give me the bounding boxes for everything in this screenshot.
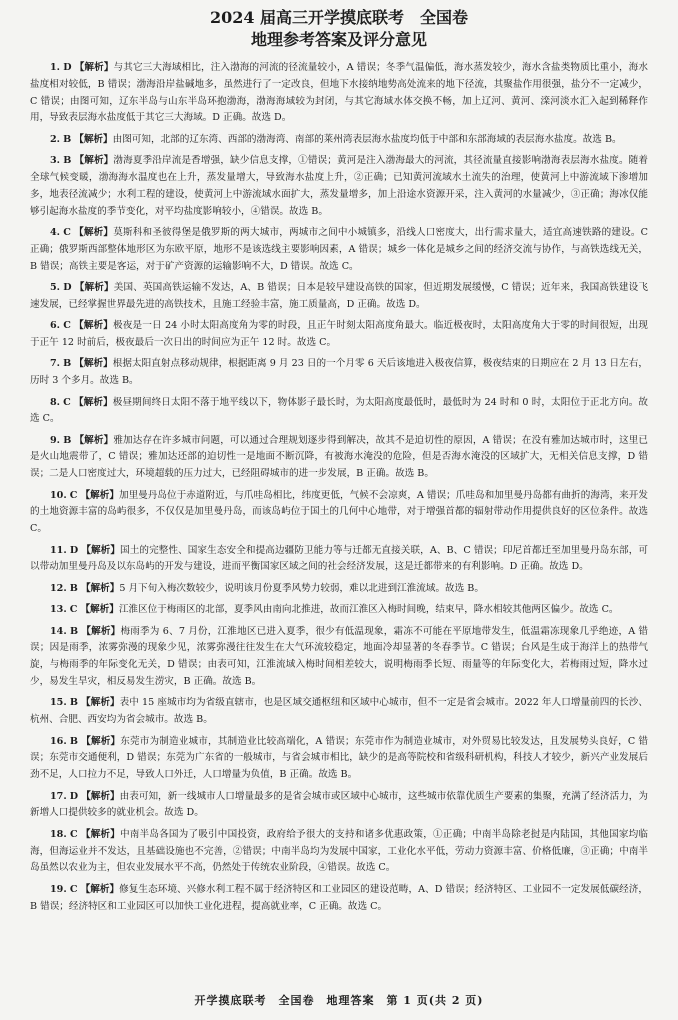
analysis-text: 国土的完整性、国家生态安全和提高边疆防卫能力等与迁都无直接关联，A、B、C 错误；印尼首都迁至加里曼丹岛东部，可以带动加里曼丹岛及以东岛屿的开发与建设，进而平衡国家区域之间的社会经济发展，这是迁都带来的有利影响。D 正确。故选 D。 <box>30 544 648 573</box>
analysis-text: 莫斯科和圣彼得堡是俄罗斯的两大城市，两城市之间中小城镇多，沿线人口密度大，出行需求量大，适宜高速铁路的建设。C 正确；俄罗斯西部整体地形区为东欧平原，地形不是该选线主要影响因素，A 错误；城乡一体化是城乡之间的经济交流与协作，与高铁选线无关，B 错误；高铁主要是客运，对于矿产资源的运输影响不大，D 错误。故选 C。 <box>30 226 648 272</box>
analysis-text: 由图可知，北部的辽东湾、西部的渤海湾、南部的莱州湾表层海水盐度均低于中部和东部海域的表层海水盐度。故选 B。 <box>112 133 622 145</box>
answer-item <box>30 827 648 877</box>
answer-letter: B <box>69 697 78 709</box>
analysis-text: 极昼期间终日太阳不落于地平线以下，物体影子最长时，为太阳高度最低时，最低时为 24 时和 0 时，太阳位于正北方向。故选 C。 <box>30 396 648 425</box>
answer-item <box>30 488 648 538</box>
answer-letter: D <box>69 544 79 556</box>
question-number: 5. <box>50 281 61 293</box>
question-number: 7. <box>50 358 61 370</box>
analysis-text: 与其它三大海域相比，注入渤海的河流的径流量较小，A 错误；冬季气温偏低，海水蒸发较少，海水含盐类物质比重小，海水盐度相对较低，B 错误；渤海沿岸盐碱地多，虽然进行了一定改良，但地下水接纳地势高处流来的地下径流，其聚盐作用很强，盐分不一定减少，C 错误；由图可知，辽东半岛与山东半岛环抱渤海，渤海海域较为封闭，与其它海域水体交换不畅，加上辽河、黄河、滦河淡水汇入起到稀释作用，导致表层海水盐度低于其它三大海域。D 正确。故选 D。 <box>30 62 648 124</box>
analysis-tag: 【解析】 <box>73 396 113 408</box>
answer-item <box>30 318 648 352</box>
question-number: 2. <box>50 133 61 145</box>
answer-letter: B <box>69 625 79 637</box>
answer-item <box>30 602 648 619</box>
analysis-tag: 【解析】 <box>80 582 120 594</box>
answer-item <box>30 695 648 729</box>
analysis-text: 江淮区位于梅雨区的北部，夏季风由南向北推进，故而江淮区入梅时间晚，结束早，降水相较其他两区偏少。故选 C。 <box>118 604 619 616</box>
question-number: 13. <box>50 604 67 616</box>
analysis-text: 修复生态环境、兴修水利工程不属于经济特区和工业园区的建设范畴，A、D 错误；经济特区、工业园不一定发展低碳经济，B 错误；经济特区和工业园区可以加快工业化进程，提高就业率，C 正确。故选 C。 <box>30 883 648 912</box>
analysis-text: 东莞市为制造业城市，其制造业比较高端化，A 错误；东莞市作为制造业城市，对外贸易比较发达，且发展势头良好，C 错误；东莞市交通便利，D 错误；东莞为广东省的一般城市，与省会城市相比，缺少的是高等院校和省级科研机构，科技人才较少，新兴产业发展后劲不足，人口拉力不足，导致人口外迁，人口增量为负值，B 正确。故选 B。 <box>30 735 648 781</box>
answer-item <box>30 132 648 149</box>
answer-item <box>30 433 648 483</box>
analysis-text: 渤海夏季沿岸流是香增强，缺少信息支撑，①错误；黄河是注入渤海最大的河流，其径流量直接影响渤海表层海水盐度。随着全球气候变暖，渤海海水温度也在上升，蒸发量增大，导致海水盐度上升，②正确；已知黄河流域水土流失的治理，使黄河上中游流域下渗增加多，地表径流减少；水利工程的建设，使黄河上中游流域水面扩大，蒸发量增多，加上沿途水资源开采，注入黄河的水量减少，③正确；海冰仅能够引起海水盐度的季节变化，对平均盐度影响较小，④错误。故选 B。 <box>30 155 648 217</box>
analysis-tag: 【解析】 <box>80 489 119 501</box>
answer-letter: B <box>63 133 72 145</box>
question-number: 19. <box>50 883 67 895</box>
answer-item <box>30 789 648 823</box>
answer-item <box>30 280 648 314</box>
analysis-text: 表中 15 座城市均为省级直辖市，也是区域交通枢纽和区域中心城市，但不一定是省会城市。2022 年人口增量前四的长沙、杭州、合肥、西安均为省会城市。故选 B。 <box>30 697 648 726</box>
answer-letter: B <box>63 358 72 370</box>
answer-letter: B <box>63 155 72 167</box>
analysis-tag: 【解析】 <box>80 883 120 895</box>
answer-item <box>30 225 648 275</box>
analysis-text: 美国、英国高铁运输不发达，A、B 错误；日本是较早建设高铁的国家，但近期发展缓慢，C 错误；近年来，我国高铁建设飞速发展，已经掌握世界最先进的高铁技术，且施工经验丰富，施工质量高，D 正确。故选 D。 <box>30 281 648 310</box>
analysis-text: 加里曼丹岛位于赤道附近，与爪哇岛相比，纬度更低，气候不会凉爽，A 错误；爪哇岛和加里曼丹岛都有曲折的海湾，来开发的土地资源丰富的岛屿很多，不仅仅是加里曼丹岛，而该岛屿位于国土的几何中心地带，对于增强首都的辐射带动作用提供良好的区位条件。故选 C。 <box>30 489 648 535</box>
analysis-text: 由表可知，新一线城市人口增量最多的是省会城市或区域中心城市，这些城市依靠优质生产要素的集聚，充满了经济活力，为新增人口提供较多的就业机会。故选 D。 <box>30 790 649 819</box>
answer-item <box>30 543 648 577</box>
answer-item <box>30 734 648 784</box>
question-number: 9. <box>50 434 61 446</box>
analysis-tag: 【解析】 <box>80 828 120 840</box>
answer-letter: C <box>69 828 78 840</box>
question-number: 15. <box>50 697 67 709</box>
document-subtitle: 地理参考答案及评分意见 <box>250 30 427 49</box>
answer-list <box>30 60 648 915</box>
answer-item <box>30 395 648 429</box>
analysis-tag: 【解析】 <box>74 281 114 293</box>
analysis-tag: 【解析】 <box>81 790 120 802</box>
analysis-tag: 【解析】 <box>74 155 114 167</box>
page-footer: 开学摸底联考 全国卷 地理答案 第 1 页(共 2 页) <box>194 994 484 1007</box>
answer-letter: B <box>69 735 79 747</box>
answer-letter: D <box>63 62 72 73</box>
question-number: 10. <box>50 489 67 501</box>
answer-letter: B <box>63 434 72 446</box>
analysis-tag: 【解析】 <box>74 226 114 238</box>
question-number: 14. <box>50 625 67 637</box>
analysis-tag: 【解析】 <box>74 434 114 446</box>
question-number: 12. <box>50 582 67 594</box>
analysis-tag: 【解析】 <box>81 625 121 637</box>
analysis-text: 雅加达存在许多城市问题，可以通过合理规划逐步得到解决，故其不是迫切性的原因，A 错误；在没有雅加达城市时，这里已是火山地震带了，C 错误；雅加达还部的迫切性一是地面不断沉降，有被海水淹没的危险，但是否海水淹没的区域扩大，无相关信息支撑，D 错误；二是人口密度过大，环境超载的压力过大，已经阻碍城市的进一步发展，B 正确。故选 B。 <box>30 434 648 480</box>
question-number: 1. <box>50 62 61 73</box>
question-number: 17. <box>50 790 67 802</box>
question-number: 4. <box>50 226 61 238</box>
analysis-tag: 【解析】 <box>74 358 113 370</box>
answer-item <box>30 624 648 691</box>
question-number: 16. <box>50 735 67 747</box>
analysis-text: 极夜是一日 24 小时太阳高度角为零的时段，且正午时刻太阳高度角最大。临近极夜时，太阳高度角大于零的时间很短，出现于正午 12 时前后，极夜最后一次日出的时间应为正午 12 时。故选 C。 <box>30 320 648 348</box>
question-number: 11. <box>50 544 67 556</box>
question-number: 8. <box>50 396 61 408</box>
analysis-text: 根据太阳直射点移动规律，根据距离 9 月 23 日的一个月零 6 天后该地进入极夜信算，极夜结束的日期应在 2 月 13 日左右，历时 3 个多月。故选 B。 <box>30 358 648 387</box>
answer-letter: C <box>69 604 78 616</box>
analysis-tag: 【解析】 <box>81 697 120 709</box>
question-number: 18. <box>50 828 67 840</box>
answer-item <box>30 882 648 916</box>
answer-item <box>30 60 648 127</box>
analysis-tag: 【解析】 <box>74 62 114 73</box>
answer-item <box>30 356 648 390</box>
analysis-tag: 【解析】 <box>74 133 113 145</box>
answer-item <box>30 581 648 598</box>
answer-letter: B <box>69 582 78 594</box>
answer-letter: D <box>69 790 79 802</box>
answer-letter: C <box>63 320 71 332</box>
answer-letter: C <box>69 883 78 895</box>
analysis-tag: 【解析】 <box>74 320 114 332</box>
analysis-tag: 【解析】 <box>81 544 121 556</box>
analysis-text: 5 月下旬入梅次数较少，说明该月份夏季风势力较弱，难以北进到江淮流域。故选 B。 <box>119 582 484 594</box>
answer-letter: D <box>63 281 72 293</box>
question-number: 6. <box>50 320 61 332</box>
answer-letter: C <box>69 489 78 501</box>
question-number: 3. <box>50 155 61 167</box>
answer-letter: C <box>63 396 71 408</box>
analysis-text: 中南半岛各国为了吸引中国投资，政府给予很大的支持和诸多优惠政策，①正确；中南半岛除老挝是内陆国，其他国家均临海，但海运业并不发达，且基础设施也不完善，②错误；中南半岛均为发展中国家，工业化水平低，劳动力资源丰富、价格低廉，③正确；中南半岛虽然以农业为主，但农业发展水平不高，仍然处于传统农业阶段，④错误。故选 C。 <box>30 828 649 874</box>
answer-letter: C <box>63 226 71 238</box>
answer-item <box>30 153 648 220</box>
analysis-text: 梅雨季为 6、7 月份，江淮地区已进入夏季，很少有低温现象，霜冻不可能在平原地带发生，低温霜冻现象几乎绝迹，A 错误；因是雨季，浓雾弥漫的现象少见，浓雾弥漫往往发生在大气环流较稳定，地面冷却显著的冬春季节。C 错误；台风是生成于海洋上的热带气旋，与梅雨季的年际变化无关，D 错误；由表可知，江淮流域入梅时间相差较大，说明梅雨季长短、雨量等的年际变化大，若梅雨过短，降水过少，易发生旱灾，相反易发生涝灾，B 正确。故选 B。 <box>30 625 649 688</box>
exam-title: 2024 届高三开学摸底联考 全国卷 <box>209 8 469 27</box>
analysis-tag: 【解析】 <box>81 735 121 747</box>
analysis-tag: 【解析】 <box>80 604 119 616</box>
